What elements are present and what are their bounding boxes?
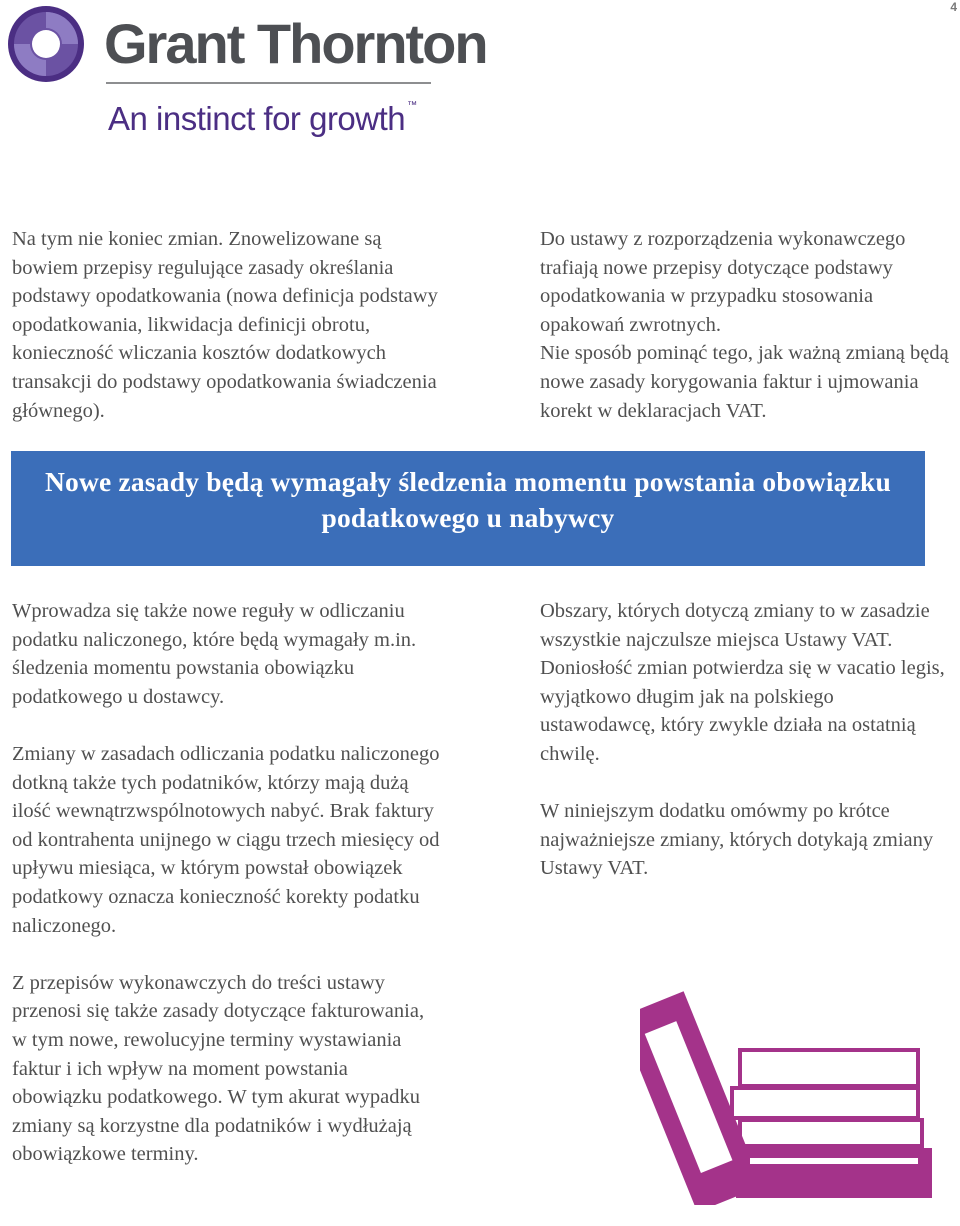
- paragraph: Do ustawy z rozporządzenia wykonawczego trafiają nowe przepisy dotyczące podstawy opodatkowania w przypadku stosowania opakowań zwrotnych.: [540, 228, 906, 336]
- brand-name: Grant Thornton: [104, 12, 487, 75]
- paragraph: Obszary, których dotyczą zmiany to w zasadzie wszystkie najczulsze miejsca Ustawy VAT. Doniosłość zmian potwierdza się w vacatio legis, wyjątkowo długim jak na polskiego ustawodawcę, który zwykle działa na ostatnią chwilę.: [540, 600, 945, 765]
- trademark-mark: ™: [407, 100, 417, 111]
- paragraph: Wprowadza się także nowe reguły w odliczaniu podatku naliczonego, które będą wymagały m.in. śledzenia momentu powstania obowiązku podatkowego u dostawcy.: [12, 600, 417, 708]
- body-right-column: [540, 597, 950, 883]
- callout-text: Nowe zasady będą wymagały śledzenia momentu powstania obowiązku podatkowego u nabywcy: [44, 466, 892, 533]
- tagline-text: An instinct for growth: [108, 100, 406, 137]
- brand-tagline: [108, 94, 417, 141]
- body-left-column: [12, 597, 442, 1169]
- paragraph: Zmiany w zasadach odliczania podatku naliczonego dotkną także tych podatników, którzy mają dużą ilość wewnątrzwspólnotowych nabyć. Brak faktury od kontrahenta unijnego w ciągu trzech miesięcy od upływu miesiąca, w którym powstał obowiązek podatkowy oznacza konieczność korekty podatku naliczonego.: [12, 742, 440, 937]
- intro-right-column: [540, 225, 950, 425]
- highlight-callout: [11, 451, 925, 566]
- paragraph: W niniejszym dodatku omówmy po krótce najważniejsze zmiany, których dotykają zmiany Ustawy VAT.: [540, 800, 934, 880]
- page-number: 4: [950, 0, 957, 14]
- paragraph: Nie sposób pominąć tego, jak ważną zmianą będą nowe zasady korygowania faktur i ujmowania korekt w deklaracjach VAT.: [540, 342, 949, 422]
- grant-thornton-logo-icon: [6, 4, 86, 84]
- brand-divider: [106, 82, 431, 84]
- binders-and-documents-icon: [640, 970, 940, 1205]
- paragraph: Z przepisów wykonawczych do treści ustawy przenosi się także zasady dotyczące fakturowania, w tym nowe, rewolucyjne terminy wystawiania faktur i ich wpływ na moment powstania obowiązku podatkowego. W tym akurat wypadku zmiany są korzystne dla podatników i wydłużają obowiązkowe terminy.: [12, 971, 425, 1166]
- paragraph: Na tym nie koniec zmian. Znowelizowane są bowiem przepisy regulujące zasady określania podstawy opodatkowania (nowa definicja podstawy opodatkowania, likwidacja definicji obrotu, konieczność wliczania kosztów dodatkowych transakcji do podstawy opodatkowania świadczenia głównego).: [12, 228, 438, 422]
- intro-left-column: [12, 225, 452, 425]
